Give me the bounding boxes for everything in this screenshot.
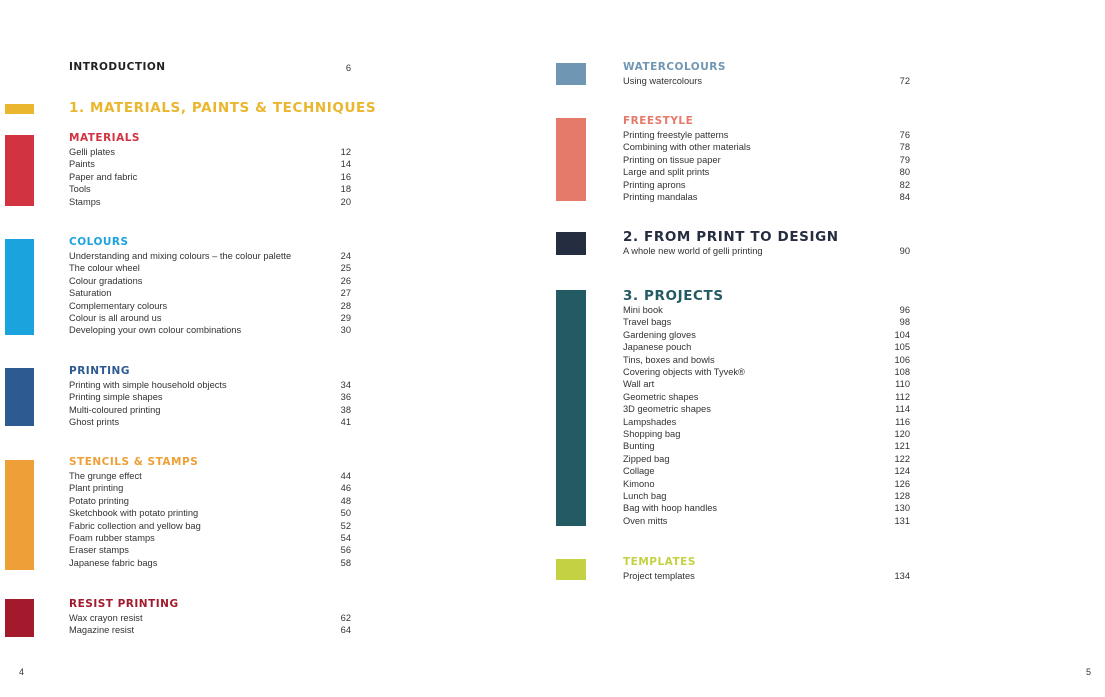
toc-entry-page-number: 29 bbox=[340, 313, 351, 323]
toc-entry-page-number: 112 bbox=[895, 391, 910, 402]
printing-color-bar bbox=[5, 368, 34, 426]
toc-entry-page-number: 25 bbox=[340, 263, 351, 274]
toc-entry-title: Potato printing bbox=[69, 495, 129, 506]
toc-entry-title: Understanding and mixing colours – the colour palette bbox=[69, 251, 292, 261]
watercolours-color-bar bbox=[556, 63, 586, 85]
toc-entry-page-number: 78 bbox=[899, 142, 910, 153]
toc-entry-title: Stamps bbox=[69, 196, 101, 207]
toc-entry-title: Plant printing bbox=[69, 483, 124, 494]
toc-entry-page-number: 34 bbox=[340, 380, 351, 390]
toc-entry-page-number: 26 bbox=[340, 275, 351, 286]
resist-color-bar bbox=[5, 599, 34, 637]
toc-entry-title: The colour wheel bbox=[69, 263, 140, 274]
toc-entry-page-number: 46 bbox=[340, 483, 351, 494]
toc-entry-page-number: 96 bbox=[899, 305, 910, 315]
toc-entry-page-number: 90 bbox=[899, 246, 910, 256]
toc-entry-page-number: 36 bbox=[340, 392, 351, 403]
toc-entry-title: Kimono bbox=[623, 478, 655, 489]
toc-entry-title: Lampshades bbox=[623, 416, 677, 427]
part1-color-bar bbox=[5, 104, 34, 114]
part1-heading: 1. MATERIALS, PAINTS & TECHNIQUES bbox=[69, 100, 377, 116]
toc-entry-title: Fabric collection and yellow bag bbox=[69, 520, 201, 531]
toc-entry-title: Gelli plates bbox=[69, 147, 115, 157]
toc-entry-title: Tools bbox=[69, 184, 91, 195]
toc-entry-page-number: 24 bbox=[340, 251, 351, 261]
toc-entry-page-number: 44 bbox=[340, 471, 351, 481]
toc-entry-page-number: 116 bbox=[895, 416, 910, 427]
toc-entry-page-number: 128 bbox=[894, 491, 910, 501]
resist-heading: RESIST PRINTING bbox=[69, 598, 179, 610]
templates-color-bar bbox=[556, 559, 586, 580]
toc-entry-page-number: 124 bbox=[894, 466, 910, 477]
toc-entry-page-number: 131 bbox=[894, 515, 910, 526]
materials-heading: MATERIALS bbox=[69, 132, 140, 144]
toc-entry-title: Colour is all around us bbox=[69, 313, 162, 323]
toc-entry-title: Paper and fabric bbox=[69, 171, 138, 182]
toc-entry-page-number: 114 bbox=[895, 404, 910, 415]
page-number-left: 4 bbox=[19, 667, 25, 677]
toc-entry-page-number: 120 bbox=[894, 429, 910, 439]
print-to-design-color-bar bbox=[556, 232, 586, 255]
toc-entry-title: Covering objects with Tyvek® bbox=[623, 367, 745, 377]
projects-heading: 3. PROJECTS bbox=[623, 288, 724, 304]
materials-color-bar bbox=[5, 135, 34, 206]
toc-entry-page-number: 14 bbox=[340, 159, 351, 170]
toc-entry-page-number: 28 bbox=[340, 300, 351, 311]
toc-entry-title: Sketchbook with potato printing bbox=[69, 508, 199, 519]
page-number-right: 5 bbox=[1086, 667, 1092, 677]
toc-entry-title: Wax crayon resist bbox=[69, 613, 143, 623]
toc-entry-title: Printing freestyle patterns bbox=[623, 130, 729, 140]
colours-color-bar bbox=[5, 239, 34, 335]
toc-entry-page-number: 54 bbox=[340, 533, 351, 543]
toc-entry-title: Saturation bbox=[69, 288, 112, 299]
toc-entry-page-number: 104 bbox=[894, 329, 910, 340]
toc-entry-page-number: 80 bbox=[899, 167, 910, 178]
stencils-color-bar bbox=[5, 460, 34, 570]
toc-entry-page-number: 20 bbox=[340, 196, 351, 207]
toc-entry-title: Complementary colours bbox=[69, 300, 168, 311]
toc-entry-title: A whole new world of gelli printing bbox=[623, 246, 763, 256]
toc-entry-title: Shopping bag bbox=[623, 429, 681, 439]
toc-entry-title: Japanese fabric bags bbox=[69, 557, 158, 568]
toc-entry-page-number: 41 bbox=[340, 417, 351, 428]
toc-entry-title: The grunge effect bbox=[69, 471, 142, 481]
toc-entry-page-number: 56 bbox=[340, 545, 351, 556]
toc-entry-page-number: 110 bbox=[895, 379, 910, 390]
toc-entry-title: Tins, boxes and bowls bbox=[623, 354, 715, 365]
toc-entry-page-number: 126 bbox=[894, 478, 910, 489]
toc-entry-page-number: 27 bbox=[340, 288, 351, 299]
toc-entry-title: Project templates bbox=[623, 571, 695, 581]
toc-entry-title: Printing simple shapes bbox=[69, 392, 163, 403]
toc-entry-title: Printing aprons bbox=[623, 179, 686, 190]
toc-entry-title: Printing mandalas bbox=[623, 192, 698, 202]
toc-entry-page-number: 134 bbox=[894, 571, 910, 581]
toc-entry-page-number: 16 bbox=[340, 171, 351, 182]
toc-entry-title: Paints bbox=[69, 159, 95, 170]
toc-entry-title: Geometric shapes bbox=[623, 391, 699, 402]
toc-entry-title: Colour gradations bbox=[69, 275, 143, 286]
toc-entry-title: Printing with simple household objects bbox=[69, 380, 227, 390]
toc-entry-title: Zipped bag bbox=[623, 453, 670, 464]
toc-entry-page-number: 62 bbox=[340, 613, 351, 623]
toc-entry-page-number: 106 bbox=[894, 354, 910, 365]
print-to-design-heading: 2. FROM PRINT TO DESIGN bbox=[623, 229, 839, 245]
toc-entry-page-number: 108 bbox=[894, 367, 910, 377]
printing-heading: PRINTING bbox=[69, 365, 130, 377]
toc-entry-page-number: 105 bbox=[894, 342, 910, 353]
toc-entry-page-number: 58 bbox=[340, 557, 351, 568]
toc-entry-title: Lunch bag bbox=[623, 491, 667, 501]
left-page bbox=[0, 0, 552, 697]
templates-heading: TEMPLATES bbox=[623, 556, 696, 568]
toc-entry-title: Developing your own colour combinations bbox=[69, 325, 242, 336]
toc-entry-title: Large and split prints bbox=[623, 167, 710, 178]
toc-entry-page-number: 48 bbox=[340, 495, 351, 506]
toc-entry-title: Magazine resist bbox=[69, 625, 135, 636]
toc-entry-page-number: 52 bbox=[340, 520, 351, 531]
toc-entry-page-number: 30 bbox=[340, 325, 351, 336]
introduction-heading: INTRODUCTION bbox=[69, 61, 166, 73]
toc-entry-title: Combining with other materials bbox=[623, 142, 751, 153]
toc-entry-title: Foam rubber stamps bbox=[69, 533, 155, 543]
toc-entry-page-number: 50 bbox=[340, 508, 351, 519]
toc-entry-page-number: 122 bbox=[894, 453, 910, 464]
toc-entry-page-number: 84 bbox=[899, 192, 910, 202]
toc-entry-title: Oven mitts bbox=[623, 515, 668, 526]
toc-entry-page-number: 121 bbox=[894, 441, 910, 452]
toc-entry-page-number: 12 bbox=[340, 147, 351, 157]
colours-heading: COLOURS bbox=[69, 236, 129, 248]
toc-entry-page-number: 98 bbox=[899, 317, 910, 328]
introduction-page-number: 6 bbox=[345, 63, 351, 73]
toc-entry-title: Multi-coloured printing bbox=[69, 404, 161, 415]
toc-entry-title: Bunting bbox=[623, 441, 655, 452]
right-page bbox=[552, 0, 1105, 697]
toc-entry-page-number: 64 bbox=[340, 625, 351, 636]
projects-color-bar bbox=[556, 290, 586, 526]
toc-entry-page-number: 72 bbox=[899, 76, 910, 86]
toc-entry-page-number: 79 bbox=[899, 154, 910, 165]
watercolours-heading: WATERCOLOURS bbox=[623, 61, 726, 73]
toc-entry-title: Collage bbox=[623, 466, 655, 477]
toc-entry-page-number: 38 bbox=[340, 404, 351, 415]
toc-entry-title: Bag with hoop handles bbox=[623, 503, 718, 514]
freestyle-heading: FREESTYLE bbox=[623, 115, 694, 127]
toc-entry-title: Gardening gloves bbox=[623, 329, 696, 340]
toc-entry-title: Mini book bbox=[623, 305, 663, 315]
freestyle-color-bar bbox=[556, 118, 586, 201]
stencils-heading: STENCILS & STAMPS bbox=[69, 456, 199, 468]
toc-entry-title: 3D geometric shapes bbox=[623, 404, 711, 415]
toc-entry-page-number: 18 bbox=[340, 184, 351, 195]
toc-entry-title: Ghost prints bbox=[69, 417, 120, 428]
toc-entry-page-number: 82 bbox=[899, 179, 910, 190]
toc-entry-page-number: 130 bbox=[894, 503, 910, 514]
toc-entry-title: Wall art bbox=[623, 379, 655, 390]
toc-entry-title: Travel bags bbox=[623, 317, 672, 328]
toc-entry-title: Eraser stamps bbox=[69, 545, 129, 556]
toc-entry-page-number: 76 bbox=[899, 130, 910, 140]
toc-entry-title: Using watercolours bbox=[623, 76, 703, 86]
toc-entry-title: Printing on tissue paper bbox=[623, 154, 721, 165]
toc-entry-title: Japanese pouch bbox=[623, 342, 692, 353]
